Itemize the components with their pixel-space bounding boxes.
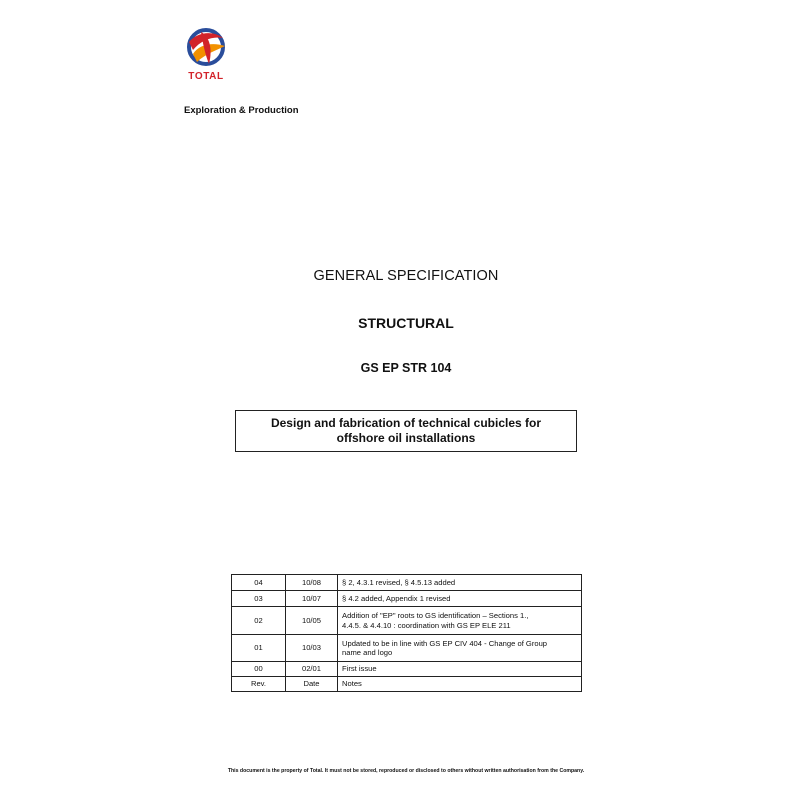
document-title	[271, 416, 541, 446]
revision-table	[231, 574, 582, 692]
notes-line: Addition of "EP" roots to GS identification – Sections 1.,	[342, 611, 529, 620]
table-row	[232, 591, 582, 607]
notes-line: § 4.2 added, Appendix 1 revised	[342, 593, 451, 603]
table-row	[232, 607, 582, 635]
revision-notes	[338, 607, 582, 635]
notes-line: § 2, 4.3.1 revised, § 4.5.13 added	[342, 577, 456, 587]
notes-line: Updated to be in line with GS EP CIV 404 - Change of Group	[342, 638, 548, 648]
document-code: GS EP STR 104	[360, 361, 452, 375]
total-logo-icon	[183, 24, 229, 70]
revision-number: 01	[232, 635, 286, 662]
column-header-rev: Rev.	[232, 677, 286, 692]
company-logo	[180, 24, 232, 88]
table-row	[232, 575, 582, 591]
notes-line: First issue	[342, 664, 377, 674]
revision-date: 02/01	[286, 662, 338, 677]
revision-date: 10/03	[286, 635, 338, 662]
document-type: GENERAL SPECIFICATION	[313, 268, 499, 284]
table-row	[232, 635, 582, 662]
column-header-date: Date	[286, 677, 338, 692]
document-title-line: offshore oil installations	[336, 431, 476, 445]
revision-notes	[338, 575, 582, 591]
confidentiality-notice: This document is the property of Total. It must not be stored, reproduced or disclosed to others without written authorisation from the Company.	[227, 768, 585, 774]
revision-number: 00	[232, 662, 286, 677]
revision-number: 02	[232, 607, 286, 635]
revision-date: 10/07	[286, 591, 338, 607]
revision-date: 10/08	[286, 575, 338, 591]
revision-number: 04	[232, 575, 286, 591]
division-label: Exploration & Production	[184, 105, 299, 116]
revision-date: 10/05	[286, 607, 338, 635]
document-discipline: STRUCTURAL	[358, 315, 454, 331]
revision-notes	[338, 662, 582, 677]
revision-notes	[338, 635, 582, 662]
revision-number: 03	[232, 591, 286, 607]
column-header-notes: Notes	[338, 677, 582, 692]
table-row	[232, 662, 582, 677]
notes-line: name and logo	[342, 648, 393, 657]
document-title-line: Design and fabrication of technical cubicles for	[270, 416, 542, 430]
revision-notes	[338, 591, 582, 607]
table-header-row	[232, 677, 582, 692]
logo-wordmark: TOTAL	[188, 71, 224, 82]
notes-line: 4.4.5. & 4.4.10 : coordination with GS EP ELE 211	[342, 620, 511, 630]
document-title-box	[235, 410, 577, 452]
